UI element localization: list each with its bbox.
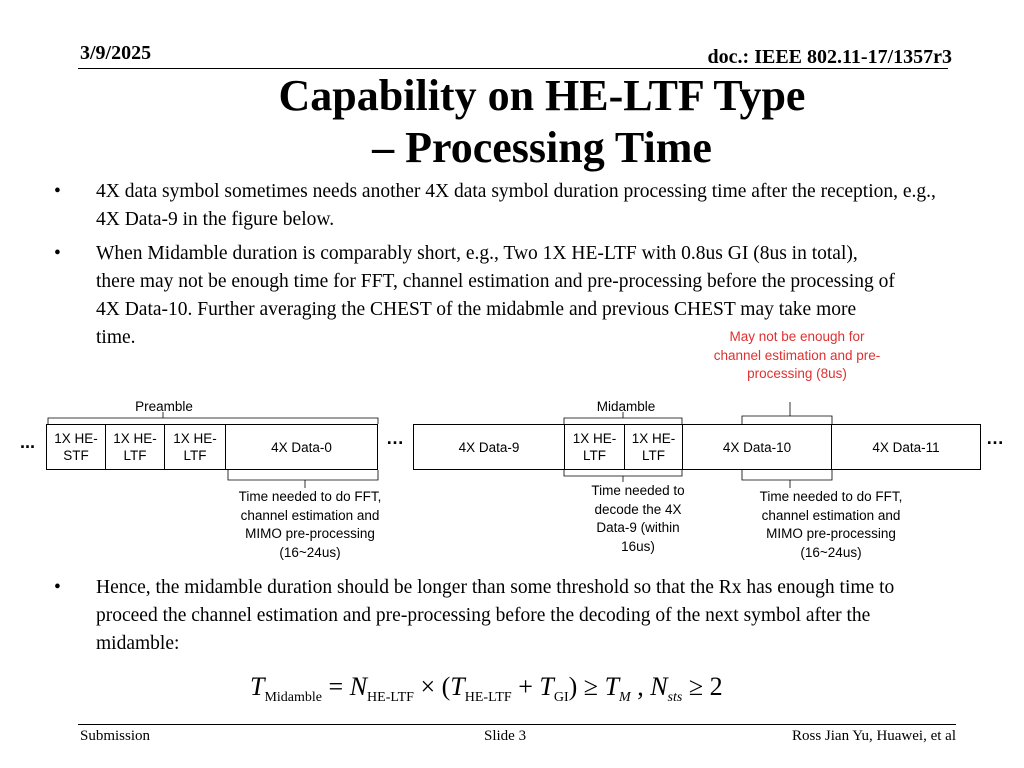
formula-N2: N [650, 672, 668, 701]
note-fft-preamble: Time needed to do FFT, channel estimation and MIMO pre-processing (16~24us) [238, 489, 382, 560]
formula-sub-gi: GI [553, 690, 569, 706]
midamble-label: Midamble [596, 399, 656, 414]
bullet-item [50, 574, 950, 658]
footer-author: Ross Jian Yu, Huawei, et al [791, 728, 956, 744]
formula-sub-m: M [619, 690, 631, 706]
formula-close: ) ≥ [568, 672, 605, 701]
formula-ge2: ≥ 2 [682, 672, 723, 701]
cell-data-0: 4X Data-0 [225, 424, 378, 470]
bullet-text: Hence, the midamble duration should be longer than some threshold so that the Rx has enough time to proceed the channel estimation and pre-processing before the decoding of the next symbol after the midamble: [96, 577, 895, 654]
footer-slide-number: Slide 3 [484, 728, 527, 744]
formula-eq: = [322, 672, 350, 701]
cell-he-ltf-2: 1X HE-LTF [164, 424, 226, 470]
footer-rule [78, 724, 956, 725]
formula-T4: T [604, 672, 620, 701]
cell-he-stf: 1X HE-STF [46, 424, 106, 470]
bullet-text: When Midamble duration is comparably short, e.g., Two 1X HE-LTF with 0.8us GI (8us in total), there may not be enough time for FFT, channel estimation and pre-processing before the processing of 4X Data-10. Further averaging the CHEST of the midabmle and previous CHEST may take more time. [96, 243, 895, 348]
title-line-2: – Processing Time [372, 123, 712, 172]
formula-plus: + [511, 672, 540, 701]
cell-data-9: 4X Data-9 [413, 424, 565, 470]
cell-he-ltf-1: 1X HE-LTF [105, 424, 165, 470]
bullet-list-bottom [50, 574, 950, 664]
note-decode-data9: Time needed to decode the 4X Data-9 (within 16us) [591, 483, 685, 554]
formula-N: N [349, 672, 368, 701]
cell-data-10: 4X Data-10 [682, 424, 832, 470]
footer-submission: Submission [80, 728, 151, 744]
formula-sub-sts: sts [667, 690, 683, 706]
bullet-dot: • [54, 181, 61, 202]
bullet-dot: • [54, 577, 61, 598]
preamble-label: Preamble [135, 399, 193, 414]
ellipsis-middle: … [386, 428, 404, 448]
formula-sub-heltf: HE-LTF [367, 690, 414, 706]
header-doc-id: doc.: IEEE 802.11-17/1357r3 [707, 46, 952, 68]
formula-sub-midamble: Midamble [264, 690, 323, 706]
note-midamble-insufficient: May not be enough for channel estimation and pre-processing (8us) [713, 329, 881, 381]
cell-mid-ltf-1: 1X HE-LTF [564, 424, 625, 470]
formula-sub-heltf-2: HE-LTF [464, 690, 512, 706]
formula-T: T [250, 672, 265, 701]
ellipsis-right: … [986, 428, 1004, 448]
header-date: 3/9/2025 [80, 42, 152, 64]
bullet-dot: • [54, 243, 61, 264]
formula-times: × ( [413, 672, 451, 701]
midamble-formula [250, 672, 723, 706]
formula-T2: T [450, 672, 465, 701]
formula-T3: T [539, 672, 554, 701]
bullet-text: 4X data symbol sometimes needs another 4X data symbol duration processing time after the reception, e.g., 4X Data-9 in the figure below. [96, 181, 936, 230]
cell-mid-ltf-2: 1X HE-LTF [624, 424, 683, 470]
title-line-1: Capability on HE-LTF Type [278, 71, 806, 120]
formula-comma: , [630, 672, 651, 701]
cell-data-11: 4X Data-11 [831, 424, 981, 470]
ellipsis-left: ... [20, 432, 36, 452]
note-fft-midamble: Time needed to do FFT, channel estimation and MIMO pre-processing (16~24us) [759, 489, 903, 560]
